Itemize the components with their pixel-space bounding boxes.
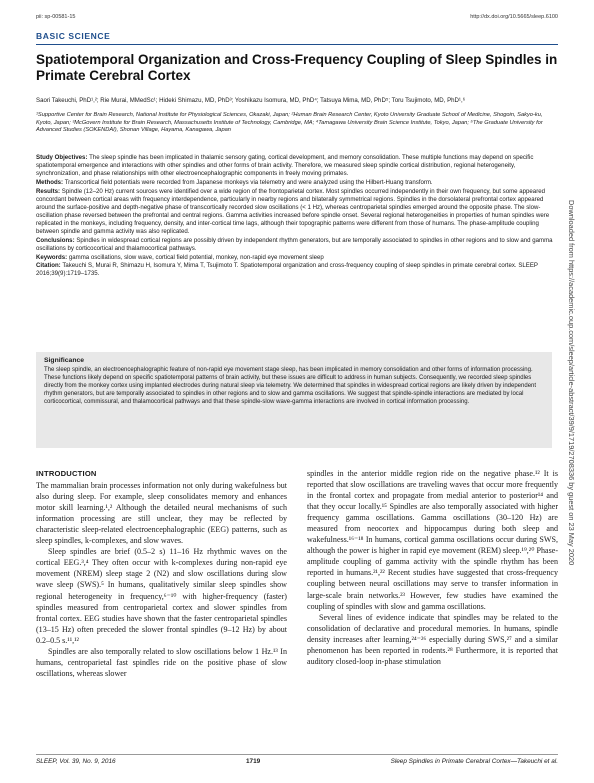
abstract-citation <box>36 262 558 278</box>
abstract-results <box>36 188 558 237</box>
significance-box <box>36 352 552 448</box>
article-title: Spatiotemporal Organization and Cross-Frequency Coupling of Sleep Spindles in Primate Cerebral Cortex <box>36 52 558 83</box>
pii-label: pii: sp-00581-15 <box>36 14 76 20</box>
significance-title: Significance <box>44 357 85 364</box>
doi-link[interactable]: http://dx.doi.org/10.5665/sleep.6100 <box>470 14 558 20</box>
abstract <box>36 154 558 279</box>
affiliations: ¹Supportive Center for Brain Research, National Institute for Physiological Sciences, Okazaki, Japan; ²Human Brain Research Center, Kyoto University Graduate School of Medicine, Shogoin, Sakyo-ku, Kyoto, Japan; ³McGovern Institute for Brain Research, Massachusetts Institute of Technology, Cambridge, MA; ⁴Tamagawa University Brain Science Institute, Tokyo, Japan; ⁵The Graduate University for Advanced Studies (SOKENDAI), Shonan Village, Hayama, Kanagawa, Japan <box>36 112 543 134</box>
objectives-text: The sleep spindle has been implicated in thalamic sensory gating, cortical development, and memory consolidation. These multiple functions may depend on specific spatiotemporal emergence and interactions with other spindles and other forms of brain activity. Therefore, we measured sleep spindle cortical distribution, regional heterogeneity, synchronization, and phase relationships with other electroencephalographic components in freely moving primates. <box>36 154 534 178</box>
footer-divider <box>36 754 558 755</box>
citation-text: Takeuchi S, Murai R, Shimazu H, Isomura Y, Mima T, Tsujimoto T. Spatiotemporal organization and cross-frequency coupling of sleep spindles in primate cerebral cortex. SLEEP 2016;39(9):1719–1735. <box>36 262 538 278</box>
keywords-text: gamma oscillations, slow wave, cortical field potential, monkey, non-rapid eye movement sleep <box>68 253 324 261</box>
page-number: 1719 <box>245 758 261 765</box>
author-list: Saori Takeuchi, PhD¹,²; Rie Murai, MMedSc¹; Hideki Shimazu, MD, PhD³; Yoshikazu Isomura, MD, PhD⁴; Tatsuya Mima, MD, PhD⁵; Toru Tsujimoto, MD, PhD¹,⁶ <box>36 97 466 104</box>
body-paragraph: The mammalian brain processes information not only during wakefulness but also during sleep. For example, sleep consolidates memory and enhances motor skill learning.¹,² Although the detailed neural mechanisms of such information processing are still unclear, they may be reflected by characteristic sleep-related electroencephalographic (EEG) patterns, such as sleep spindles, k-complexes, and slow waves. <box>36 481 287 546</box>
body-column-left <box>36 468 287 679</box>
abstract-objectives <box>36 154 558 178</box>
section-divider <box>36 44 558 45</box>
page-footer <box>36 758 558 765</box>
citation-label: Citation: <box>36 262 61 270</box>
methods-text: Transcortical field potentials were recorded from Japanese monkeys via telemetry and were analyzed using the Hilbert-Huang transform. <box>64 178 433 186</box>
significance-text: The sleep spindle, an electroencephalographic feature of non-rapid eye movement stage sleep, has been implicated in memory consolidation and other forms of information processing. These functions likely depend on specific spatiotemporal patterns of brain activity, but these issues are difficult to address in human subjects. Consequently, we recorded sleep spindles directly from the monkey cortex using implanted electrodes during natural sleep via telemetry. We determined that spindles in widespread cortical regions are likely driven by independent rhythm generators, but are temporally associated to spindles in other regions and to slow and gamma oscillations. We suggest that spindle-spindle interactions are mediated by local corticocortical, commissural, and thalamocortical pathways and that these spindle-slow wave-gamma interactions are involved in cortical information processing. <box>44 367 537 406</box>
journal-info: SLEEP, Vol. 39, No. 9, 2016 <box>36 758 116 765</box>
body-paragraph: Spindles are also temporally related to slow oscillations below 1 Hz.¹³ In humans, centroparietal fast spindles ride on the positive phase of slow oscillations, whereas slower <box>36 646 287 678</box>
methods-label: Methods: <box>36 178 64 186</box>
body-paragraph: spindles in the anterior middle region ride on the negative phase.¹² It is reported that slow oscillations are traveling waves that occur more frequently in the frontal cortex and propagate from medial anterior to posterior¹⁴ and that they occur locally.¹⁵ Spindles are also temporally associated with higher frequency gamma oscillations. Gamma oscillations (30–120 Hz) are measured from neocortex and hippocampus during both sleep and wakefulness.¹⁶⁻¹⁸ In humans, cortical gamma oscillations occur during SWS, although the power is higher in rapid eye movement (REM) sleep.¹⁹,²⁰ Phase-amplitude coupling of gamma activity with the spindle rhythm has been reported in humans.²¹,²² Recent studies have suggested that cross-frequency coupling between neural oscillations may serve to transfer information in large-scale brain networks.²³ However, few studies have examined the coupling of spindles with slow and gamma oscillations. <box>307 469 558 611</box>
conclusions-label: Conclusions: <box>36 236 75 244</box>
download-watermark <box>564 200 588 740</box>
results-text: Spindle (12–20 Hz) current sources were identified over a wide region of the frontoparietal cortex. Most spindles occurred independently in their own frequency, but some appeared concordant between cortical areas with frequency interdependence, particularly in nearby regions and bilaterally symmetrical regions. Spindles in the dorsolateral prefrontal cortex appeared around the surface-positive and depth-negative phase of transcortically recorded slow oscillations (< 1 Hz), whereas centroparietal spindles emerged around the opposite phase. The slow-oscillation phase reversed between the prefrontal and central regions. Gamma activities increased before spindle onset. Several regional heterogeneities in properties of human spindles were replicated in the monkeys, including frequency, density, and inter-cortical time lags, although their topographic patterns were different from those of humans. The phase-amplitude coupling between spindle and gamma activity was also replicated. <box>36 187 550 236</box>
body-paragraph: Several lines of evidence indicate that spindles may be related to the consolidation of declarative and procedural memories. In humans, spindle density increases after learning,²⁴⁻²⁶ especially during SWS,²⁷ and a similar phenomenon has been reported in rodents.²⁸ Furthermore, it is reported that auditory closed-loop in-phase stimulation <box>307 612 558 666</box>
abstract-methods <box>36 179 558 187</box>
running-header <box>36 14 558 20</box>
abstract-conclusions <box>36 237 558 253</box>
running-title: Sleep Spindles in Primate Cerebral Cortex—Takeuchi et al. <box>390 758 558 765</box>
conclusions-text: Spindles in widespread cortical regions are possibly driven by independent rhythm generators, but are temporally associated to spindles in other regions and to slow and gamma oscillations by corticocortical and thalamocortical pathways. <box>36 236 553 252</box>
objectives-label: Study Objectives: <box>36 154 88 161</box>
keywords-label: Keywords: <box>36 253 68 261</box>
intro-heading: INTRODUCTION <box>36 469 97 478</box>
body-paragraph: Sleep spindles are brief (0.5–2 s) 11–16 Hz rhythmic waves on the cortical EEG.³,⁴ They often occur with k-complexes during non-rapid eye movement (NREM) sleep stage 2 (N2) and slow oscillations during slow wave sleep (SWS).⁵ In humans, qualitatively similar sleep spindles show regional heterogeneity in frequency,⁶⁻¹⁰ with higher-frequency (faster) spindles measured from centroparietal cortex and slower spindles from frontal cortex. EEG studies have shown that the faster centroparietal spindles (13–15 Hz) often preceded the slower frontal spindles (9–12 Hz) by about 0.2–0.5 s.¹¹,¹² <box>36 547 287 645</box>
download-note: Downloaded from https://academic.oup.com/sleep/article-abstract/39/9/1719/2708336 by guest on 23 May 2020 <box>567 200 576 566</box>
results-label: Results: <box>36 187 61 195</box>
section-label: BASIC SCIENCE <box>36 31 111 41</box>
abstract-keywords <box>36 254 558 262</box>
body-column-right <box>307 468 558 667</box>
